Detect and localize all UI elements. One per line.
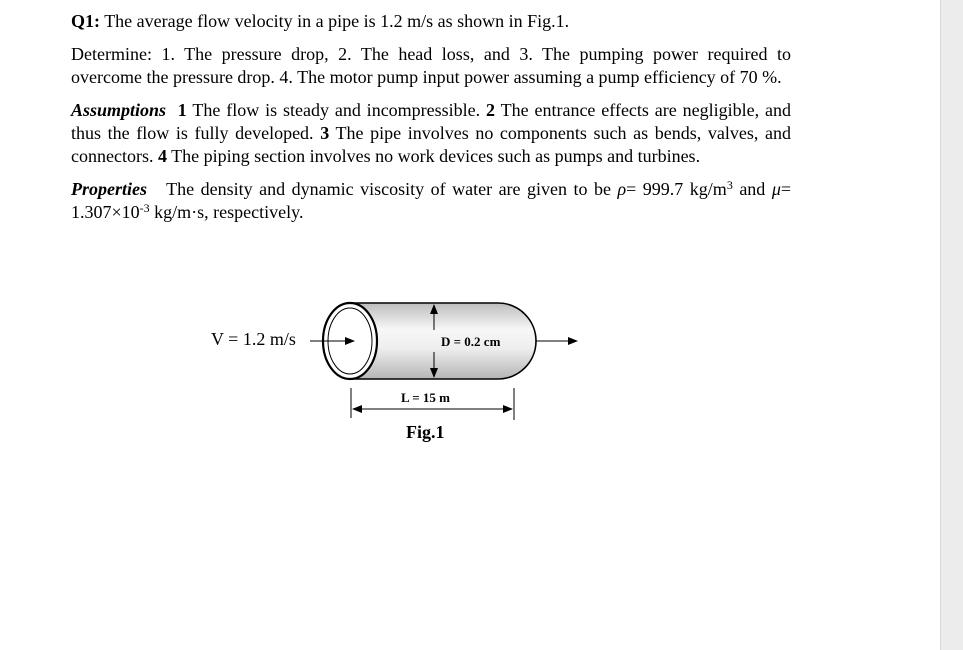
question-number: Q1: xyxy=(71,11,100,31)
figure-caption: Fig.1 xyxy=(406,422,445,442)
mu-exponent: -3 xyxy=(139,201,150,215)
assumption-text: The pipe involves no components such as bends, valves, and connectors. xyxy=(71,123,791,166)
diameter-label: D = 0.2 cm xyxy=(441,334,501,349)
assumptions-label: Assumptions xyxy=(71,100,167,120)
assumption-number: 1 xyxy=(177,100,187,120)
assumption-text: The entrance effects are negligible, and thus the flow is fully developed. xyxy=(71,100,791,143)
properties-text: The density and dynamic viscosity of water are given to be xyxy=(166,179,612,199)
properties-and: and xyxy=(739,179,766,199)
rho-symbol: ρ xyxy=(617,179,627,199)
length-label: L = 15 m xyxy=(401,390,450,405)
rho-value: = 999.7 kg/m xyxy=(626,179,727,199)
mu-symbol: μ xyxy=(771,179,781,199)
properties-label: Properties xyxy=(71,179,147,199)
assumption-text: The piping section involves no work devices such as pumps and turbines. xyxy=(171,146,701,166)
velocity-label: V = 1.2 m/s xyxy=(211,329,296,349)
properties-tail: kg/m·s, respectively. xyxy=(154,202,304,222)
assumption-number: 2 xyxy=(486,100,496,120)
mu-value: = 1.307×10 xyxy=(71,179,792,222)
assumption-text: The flow is steady and incompressible. xyxy=(192,100,481,120)
assumption-number: 3 xyxy=(320,123,330,143)
vertical-scrollbar[interactable] xyxy=(940,0,963,650)
assumption-number: 4 xyxy=(157,146,167,166)
determine-paragraph: Determine: 1. The pressure drop, 2. The head loss, and 3. The pumping power required to overcome the pressure drop. 4. The motor pump input power assuming a pump efficiency of 70 %. xyxy=(71,44,791,87)
rho-exponent: 3 xyxy=(726,178,733,192)
question-statement: The average flow velocity in a pipe is 1.2 m/s as shown in Fig.1. xyxy=(104,11,570,31)
